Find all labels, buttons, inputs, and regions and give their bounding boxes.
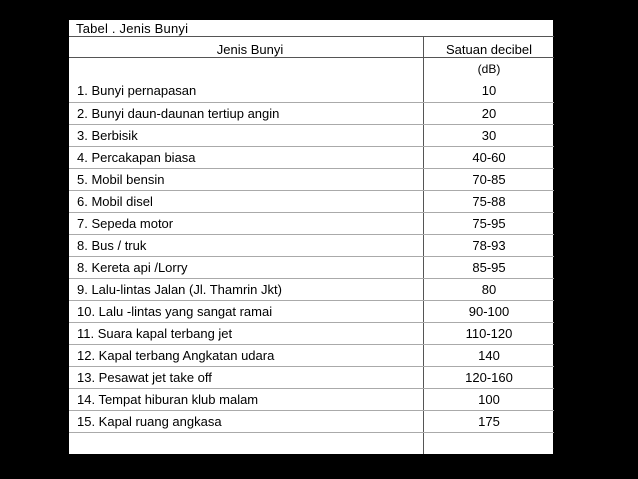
row-sound-type: 2. Bunyi daun-daunan tertiup angin bbox=[69, 102, 424, 124]
row-decibel-value: 120-160 bbox=[424, 366, 555, 388]
table-bottom-padding bbox=[69, 432, 554, 454]
row-sound-type: 6. Mobil disel bbox=[69, 190, 424, 212]
row-decibel-value: 175 bbox=[424, 410, 555, 432]
row-sound-type: 8. Bus / truk bbox=[69, 234, 424, 256]
table-row bbox=[69, 190, 554, 212]
row-sound-type: 13. Pesawat jet take off bbox=[69, 366, 424, 388]
table-row bbox=[69, 124, 554, 146]
header-spacer bbox=[69, 58, 424, 81]
table-row bbox=[69, 212, 554, 234]
table-row bbox=[69, 388, 554, 410]
row-sound-type: 10. Lalu -lintas yang sangat ramai bbox=[69, 300, 424, 322]
row-decibel-value: 85-95 bbox=[424, 256, 555, 278]
table-row bbox=[69, 146, 554, 168]
document-page bbox=[69, 20, 553, 454]
row-decibel-value: 30 bbox=[424, 124, 555, 146]
sound-level-table bbox=[69, 36, 554, 454]
row-sound-type: 5. Mobil bensin bbox=[69, 168, 424, 190]
row-decibel-value: 80 bbox=[424, 278, 555, 300]
table-row bbox=[69, 256, 554, 278]
row-sound-type: 11. Suara kapal terbang jet bbox=[69, 322, 424, 344]
row-decibel-value: 110-120 bbox=[424, 322, 555, 344]
row-decibel-value: 75-88 bbox=[424, 190, 555, 212]
row-sound-type: 1. Bunyi pernapasan bbox=[69, 80, 424, 102]
table-row bbox=[69, 300, 554, 322]
table-row bbox=[69, 80, 554, 102]
row-sound-type: 15. Kapal ruang angkasa bbox=[69, 410, 424, 432]
row-decibel-value: 10 bbox=[424, 80, 555, 102]
row-decibel-value: 78-93 bbox=[424, 234, 555, 256]
row-sound-type: 8. Kereta api /Lorry bbox=[69, 256, 424, 278]
column-header-name: Jenis Bunyi bbox=[69, 37, 424, 58]
row-sound-type: 12. Kapal terbang Angkatan udara bbox=[69, 344, 424, 366]
row-decibel-value: 100 bbox=[424, 388, 555, 410]
row-sound-type: 7. Sepeda motor bbox=[69, 212, 424, 234]
table-row bbox=[69, 278, 554, 300]
table-caption: Tabel . Jenis Bunyi bbox=[76, 21, 189, 36]
row-sound-type: 3. Berbisik bbox=[69, 124, 424, 146]
row-decibel-value: 40-60 bbox=[424, 146, 555, 168]
row-decibel-value: 140 bbox=[424, 344, 555, 366]
row-sound-type: 4. Percakapan biasa bbox=[69, 146, 424, 168]
table-row bbox=[69, 322, 554, 344]
row-decibel-value: 90-100 bbox=[424, 300, 555, 322]
table-row bbox=[69, 168, 554, 190]
padding-cell bbox=[69, 432, 424, 454]
table-row bbox=[69, 344, 554, 366]
column-header-unit: (dB) bbox=[424, 58, 555, 81]
table-row bbox=[69, 234, 554, 256]
row-decibel-value: 70-85 bbox=[424, 168, 555, 190]
padding-cell bbox=[424, 432, 555, 454]
table-row bbox=[69, 410, 554, 432]
row-decibel-value: 20 bbox=[424, 102, 555, 124]
table-row bbox=[69, 366, 554, 388]
row-decibel-value: 75-95 bbox=[424, 212, 555, 234]
row-sound-type: 9. Lalu-lintas Jalan (Jl. Thamrin Jkt) bbox=[69, 278, 424, 300]
row-sound-type: 14. Tempat hiburan klub malam bbox=[69, 388, 424, 410]
column-header-value: Satuan decibel bbox=[424, 37, 555, 58]
table-row bbox=[69, 102, 554, 124]
